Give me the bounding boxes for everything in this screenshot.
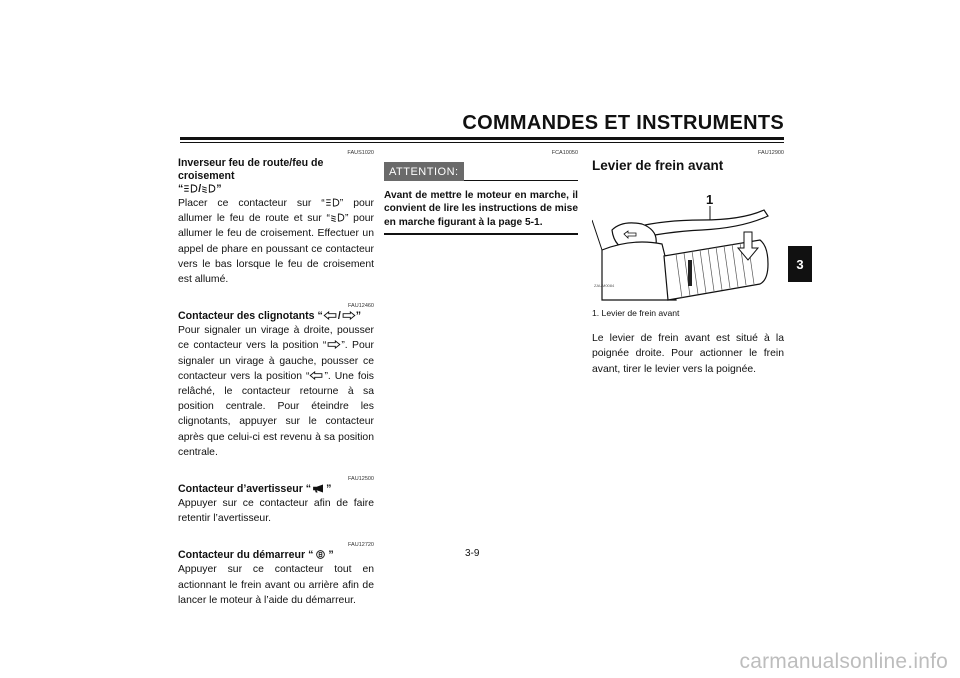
caution-bottom-rule <box>384 233 578 235</box>
section-paragraph: Le levier de frein avant est situé à la poignée droite. Pour actionner le frein avant, tirer le levier vers la poignée. <box>592 333 784 375</box>
caution-rule <box>464 180 578 182</box>
horn-icon <box>311 484 326 493</box>
section-turn-signal-switch <box>178 303 374 460</box>
section-code: FAU12500 <box>348 476 374 483</box>
section-code: FAUS1020 <box>347 150 374 156</box>
caution-header <box>384 161 578 181</box>
section-title: Contacteur des clignotants “ / ” <box>178 310 362 323</box>
caution-code: FCA10050 <box>551 150 578 156</box>
section-code: FAU12900 <box>758 150 784 156</box>
low-beam-icon <box>330 213 345 222</box>
figure-code: ZAUM0084 <box>594 282 615 288</box>
figure-callout-1: 1 <box>706 192 714 207</box>
section-title: Contacteur d’avertisseur “ ” <box>178 483 332 496</box>
caution-label: ATTENTION: <box>384 162 464 181</box>
section-horn-switch <box>178 476 374 526</box>
high-beam-icon <box>183 184 198 193</box>
section-starter-switch <box>178 542 374 608</box>
header-rule-thin <box>180 142 784 143</box>
turn-left-icon <box>309 371 324 380</box>
page-header-title: COMMANDES ET INSTRUMENTS <box>462 112 784 134</box>
section-paragraph: Pour signaler un virage à droite, pousser ce contacteur vers la position “ ”. Pour signaler un virage à gauche, pousser ce contacteur vers la position “ ”. Une fois relâché, le contacteur retourne à sa position centrale. Pour éteindre les clignotants, appuyer sur le contacteur après que celui-ci est revenu à sa position centrale. <box>178 325 374 458</box>
header-rule <box>180 137 784 140</box>
page-number: 3-9 <box>465 548 480 559</box>
column-2 <box>384 150 578 235</box>
high-beam-icon <box>325 198 340 207</box>
chapter-tab[interactable]: 3 <box>788 246 812 282</box>
figure-caption: 1. Levier de frein avant <box>592 308 680 318</box>
section-title-icons: “ / ” <box>178 183 222 195</box>
brake-lever-illustration <box>592 180 772 305</box>
caution-box <box>384 161 578 235</box>
section-code: FAU12720 <box>348 542 374 549</box>
brake-lever-figure <box>592 180 772 305</box>
section-code: FAU12460 <box>348 303 374 310</box>
column-1 <box>178 150 374 624</box>
caution-text: Avant de mettre le moteur en marche, il convient de lire les instructions de mise en marche figurant à la page 5-1. <box>384 190 578 228</box>
low-beam-icon <box>201 184 216 193</box>
section-headlight-switch <box>178 150 374 287</box>
section-title: Levier de frein avant <box>592 158 724 173</box>
turn-left-icon <box>323 311 338 320</box>
turn-right-icon <box>326 340 341 349</box>
section-paragraph: Appuyer sur ce contacteur afin de faire retentir l’avertisseur. <box>178 498 374 525</box>
watermark: carmanualsonline.info <box>739 650 948 673</box>
column-3 <box>592 150 784 377</box>
turn-right-icon <box>341 311 356 320</box>
section-title: Inverseur feu de route/feu de croisement <box>178 157 324 182</box>
section-title: Contacteur du démarreur “ ” <box>178 549 334 562</box>
starter-icon <box>313 550 328 559</box>
section-paragraph: Appuyer sur ce contacteur tout en actionnant le frein avant ou arrière afin de lancer le moteur à l’aide du démarreur. <box>178 564 374 606</box>
section-paragraph: Placer ce contacteur sur “ ” pour allumer le feu de route et sur “ ” pour allumer le feu de croisement. Effectuer un appel de phare en poussant ce contacteur vers le bas lorsque le feu de croisement est allumé. <box>178 198 374 286</box>
